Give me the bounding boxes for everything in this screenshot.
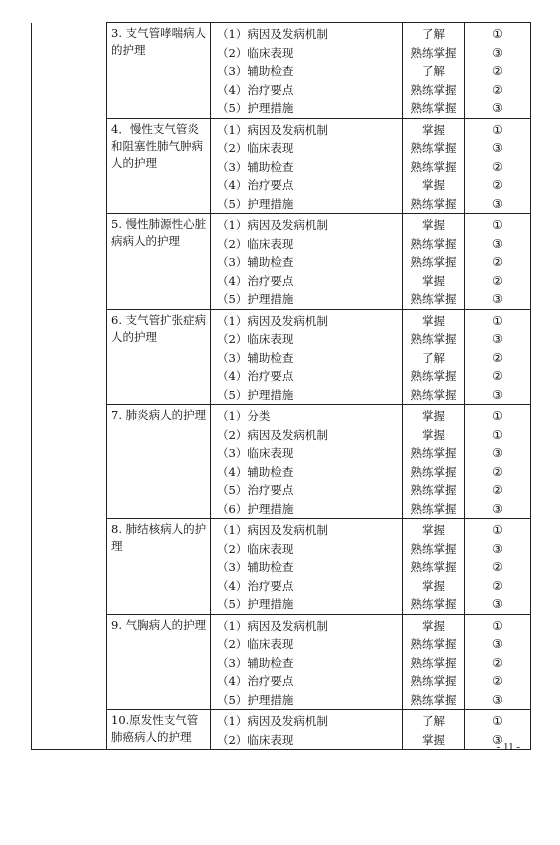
content-item: （2）临床表现	[217, 236, 294, 251]
category-cell	[32, 23, 107, 750]
requirement-level: 了解	[422, 714, 445, 728]
requirement-level: 掌握	[422, 523, 445, 537]
section-title: 3. 支气管哮喘病人的护理	[107, 23, 211, 119]
requirement-level: 掌握	[422, 313, 445, 328]
content-item: （2）临床表现	[217, 45, 294, 60]
exam-mark: ②	[492, 483, 503, 497]
content-item: （1）病因及发病机制	[217, 122, 328, 137]
requirement-level: 了解	[422, 350, 445, 365]
requirement-level-cell	[403, 23, 465, 119]
requirement-level: 掌握	[422, 273, 445, 288]
exam-mark: ①	[492, 409, 503, 423]
content-item: （4）治疗要点	[217, 273, 294, 288]
exam-mark-cell	[465, 23, 531, 119]
content-item: （4）治疗要点	[217, 674, 294, 688]
exam-mark: ③	[492, 45, 503, 60]
content-item: （1）分类	[217, 409, 271, 423]
exam-mark: ②	[492, 655, 503, 670]
exam-mark: ③	[492, 196, 503, 211]
exam-mark: ③	[492, 236, 503, 251]
exam-mark: ③	[492, 387, 503, 402]
content-item: （1）病因及发病机制	[217, 218, 328, 232]
requirement-level: 熟练掌握	[410, 501, 457, 516]
exam-mark: ③	[492, 637, 503, 651]
requirement-level-cell	[403, 519, 465, 615]
requirement-level: 掌握	[422, 732, 445, 747]
requirement-level-cell	[403, 405, 465, 519]
requirement-level-cell	[403, 214, 465, 310]
requirement-level: 了解	[422, 27, 445, 41]
content-item: （1）病因及发病机制	[217, 618, 328, 633]
content-item: （5）护理措施	[217, 196, 294, 211]
exam-mark: ③	[492, 541, 503, 556]
exam-mark-cell	[465, 214, 531, 310]
requirement-level-cell	[403, 614, 465, 710]
exam-mark: ②	[492, 273, 503, 288]
content-item: （4）辅助检查	[217, 464, 294, 479]
section-row	[32, 519, 531, 615]
exam-mark-cell	[465, 309, 531, 405]
content-item: （1）病因及发病机制	[217, 27, 328, 41]
requirement-level: 熟练掌握	[410, 369, 457, 383]
requirement-level: 熟练掌握	[410, 692, 457, 707]
exam-mark: ②	[492, 178, 503, 192]
section-row	[32, 214, 531, 310]
content-item: （3）辅助检查	[217, 255, 294, 269]
content-item: （3）临床表现	[217, 446, 294, 460]
requirement-level: 熟练掌握	[410, 332, 457, 346]
exam-mark: ②	[492, 578, 503, 593]
syllabus-table	[31, 22, 531, 750]
exam-mark: ②	[492, 255, 503, 269]
page-number: - 11 -	[496, 741, 520, 753]
content-item: （5）治疗要点	[217, 483, 294, 497]
exam-mark: ②	[492, 560, 503, 574]
section-title: 9. 气胸病人的护理	[107, 614, 211, 710]
requirement-level: 熟练掌握	[410, 292, 457, 306]
content-item-cell	[211, 405, 403, 519]
requirement-level: 掌握	[422, 122, 445, 137]
content-item: （5）护理措施	[217, 692, 294, 707]
exam-mark-cell	[465, 519, 531, 615]
content-item: （5）护理措施	[217, 387, 294, 402]
content-item: （3）辅助检查	[217, 655, 294, 670]
section-row	[32, 710, 531, 750]
section-title: 4．慢性支气管炎和阻塞性肺气肿病人的护理	[107, 118, 211, 214]
exam-mark: ③	[492, 292, 503, 306]
content-item: （6）护理措施	[217, 501, 294, 516]
exam-mark: ③	[492, 141, 503, 155]
requirement-level: 熟练掌握	[410, 101, 457, 115]
requirement-level: 掌握	[422, 218, 445, 232]
exam-mark: ②	[492, 674, 503, 688]
content-item: （1）病因及发病机制	[217, 313, 328, 328]
content-item: （2）临床表现	[217, 637, 294, 651]
exam-mark: ②	[492, 464, 503, 479]
exam-mark-cell	[465, 614, 531, 710]
content-item: （5）护理措施	[217, 101, 294, 115]
requirement-level: 了解	[422, 64, 445, 78]
requirement-level: 熟练掌握	[410, 560, 457, 574]
requirement-level: 掌握	[422, 178, 445, 192]
exam-mark: ①	[492, 618, 503, 633]
content-item-cell	[211, 519, 403, 615]
requirement-level: 熟练掌握	[410, 597, 457, 611]
content-item-cell	[211, 710, 403, 750]
requirement-level-cell	[403, 309, 465, 405]
requirement-level: 掌握	[422, 578, 445, 593]
section-title: 10.原发性支气管肺癌病人的护理	[107, 710, 211, 750]
section-row	[32, 405, 531, 519]
section-row	[32, 23, 531, 119]
section-row	[32, 614, 531, 710]
exam-mark: ①	[492, 122, 503, 137]
section-row	[32, 309, 531, 405]
content-item: （5）护理措施	[217, 597, 294, 611]
content-item: （2）病因及发病机制	[217, 427, 328, 442]
requirement-level: 熟练掌握	[410, 82, 457, 97]
requirement-level: 熟练掌握	[410, 483, 457, 497]
requirement-level: 熟练掌握	[410, 196, 457, 211]
content-item: （2）临床表现	[217, 732, 294, 747]
content-item: （2）临床表现	[217, 141, 294, 155]
requirement-level: 掌握	[422, 409, 445, 423]
content-item: （3）辅助检查	[217, 350, 294, 365]
exam-mark: ①	[492, 427, 503, 442]
exam-mark: ②	[492, 350, 503, 365]
content-item-cell	[211, 214, 403, 310]
content-item: （3）辅助检查	[217, 64, 294, 78]
requirement-level: 熟练掌握	[410, 141, 457, 155]
requirement-level: 熟练掌握	[410, 674, 457, 688]
requirement-level: 熟练掌握	[410, 464, 457, 479]
content-item: （2）临床表现	[217, 332, 294, 346]
section-title: 6. 支气管扩张症病人的护理	[107, 309, 211, 405]
requirement-level: 熟练掌握	[410, 255, 457, 269]
syllabus-table-body	[32, 23, 531, 750]
exam-mark: ③	[492, 446, 503, 460]
requirement-level: 熟练掌握	[410, 541, 457, 556]
content-item: （1）病因及发病机制	[217, 714, 328, 728]
content-item: （4）治疗要点	[217, 82, 294, 97]
requirement-level: 熟练掌握	[410, 637, 457, 651]
content-item-cell	[211, 23, 403, 119]
exam-mark-cell	[465, 118, 531, 214]
section-title: 5. 慢性肺源性心脏病病人的护理	[107, 214, 211, 310]
exam-mark: ①	[492, 27, 503, 41]
content-item-cell	[211, 614, 403, 710]
section-row	[32, 118, 531, 214]
exam-mark: ①	[492, 313, 503, 328]
exam-mark: ②	[492, 82, 503, 97]
content-item: （5）护理措施	[217, 292, 294, 306]
content-item: （4）治疗要点	[217, 578, 294, 593]
content-item: （4）治疗要点	[217, 178, 294, 192]
content-item-cell	[211, 309, 403, 405]
section-title: 7. 肺炎病人的护理	[107, 405, 211, 519]
requirement-level-cell	[403, 710, 465, 750]
requirement-level: 熟练掌握	[410, 159, 457, 174]
requirement-level: 掌握	[422, 618, 445, 633]
content-item-cell	[211, 118, 403, 214]
requirement-level: 熟练掌握	[410, 236, 457, 251]
exam-mark: ①	[492, 523, 503, 537]
exam-mark: ③	[492, 101, 503, 115]
exam-mark: ③	[492, 332, 503, 346]
content-item: （2）临床表现	[217, 541, 294, 556]
requirement-level: 掌握	[422, 427, 445, 442]
section-title: 8. 肺结核病人的护理	[107, 519, 211, 615]
content-item: （1）病因及发病机制	[217, 523, 328, 537]
requirement-level: 熟练掌握	[410, 45, 457, 60]
exam-mark: ①	[492, 714, 503, 728]
exam-mark-cell	[465, 405, 531, 519]
exam-mark: ②	[492, 159, 503, 174]
exam-mark: ②	[492, 369, 503, 383]
exam-mark: ③	[492, 501, 503, 516]
content-item: （3）辅助检查	[217, 159, 294, 174]
exam-mark: ③	[492, 692, 503, 707]
requirement-level: 熟练掌握	[410, 446, 457, 460]
exam-mark: ③	[492, 732, 503, 747]
requirement-level-cell	[403, 118, 465, 214]
requirement-level: 熟练掌握	[410, 655, 457, 670]
content-item: （3）辅助检查	[217, 560, 294, 574]
exam-mark: ②	[492, 64, 503, 78]
exam-mark: ①	[492, 218, 503, 232]
exam-mark: ③	[492, 597, 503, 611]
requirement-level: 熟练掌握	[410, 387, 457, 402]
content-item: （4）治疗要点	[217, 369, 294, 383]
